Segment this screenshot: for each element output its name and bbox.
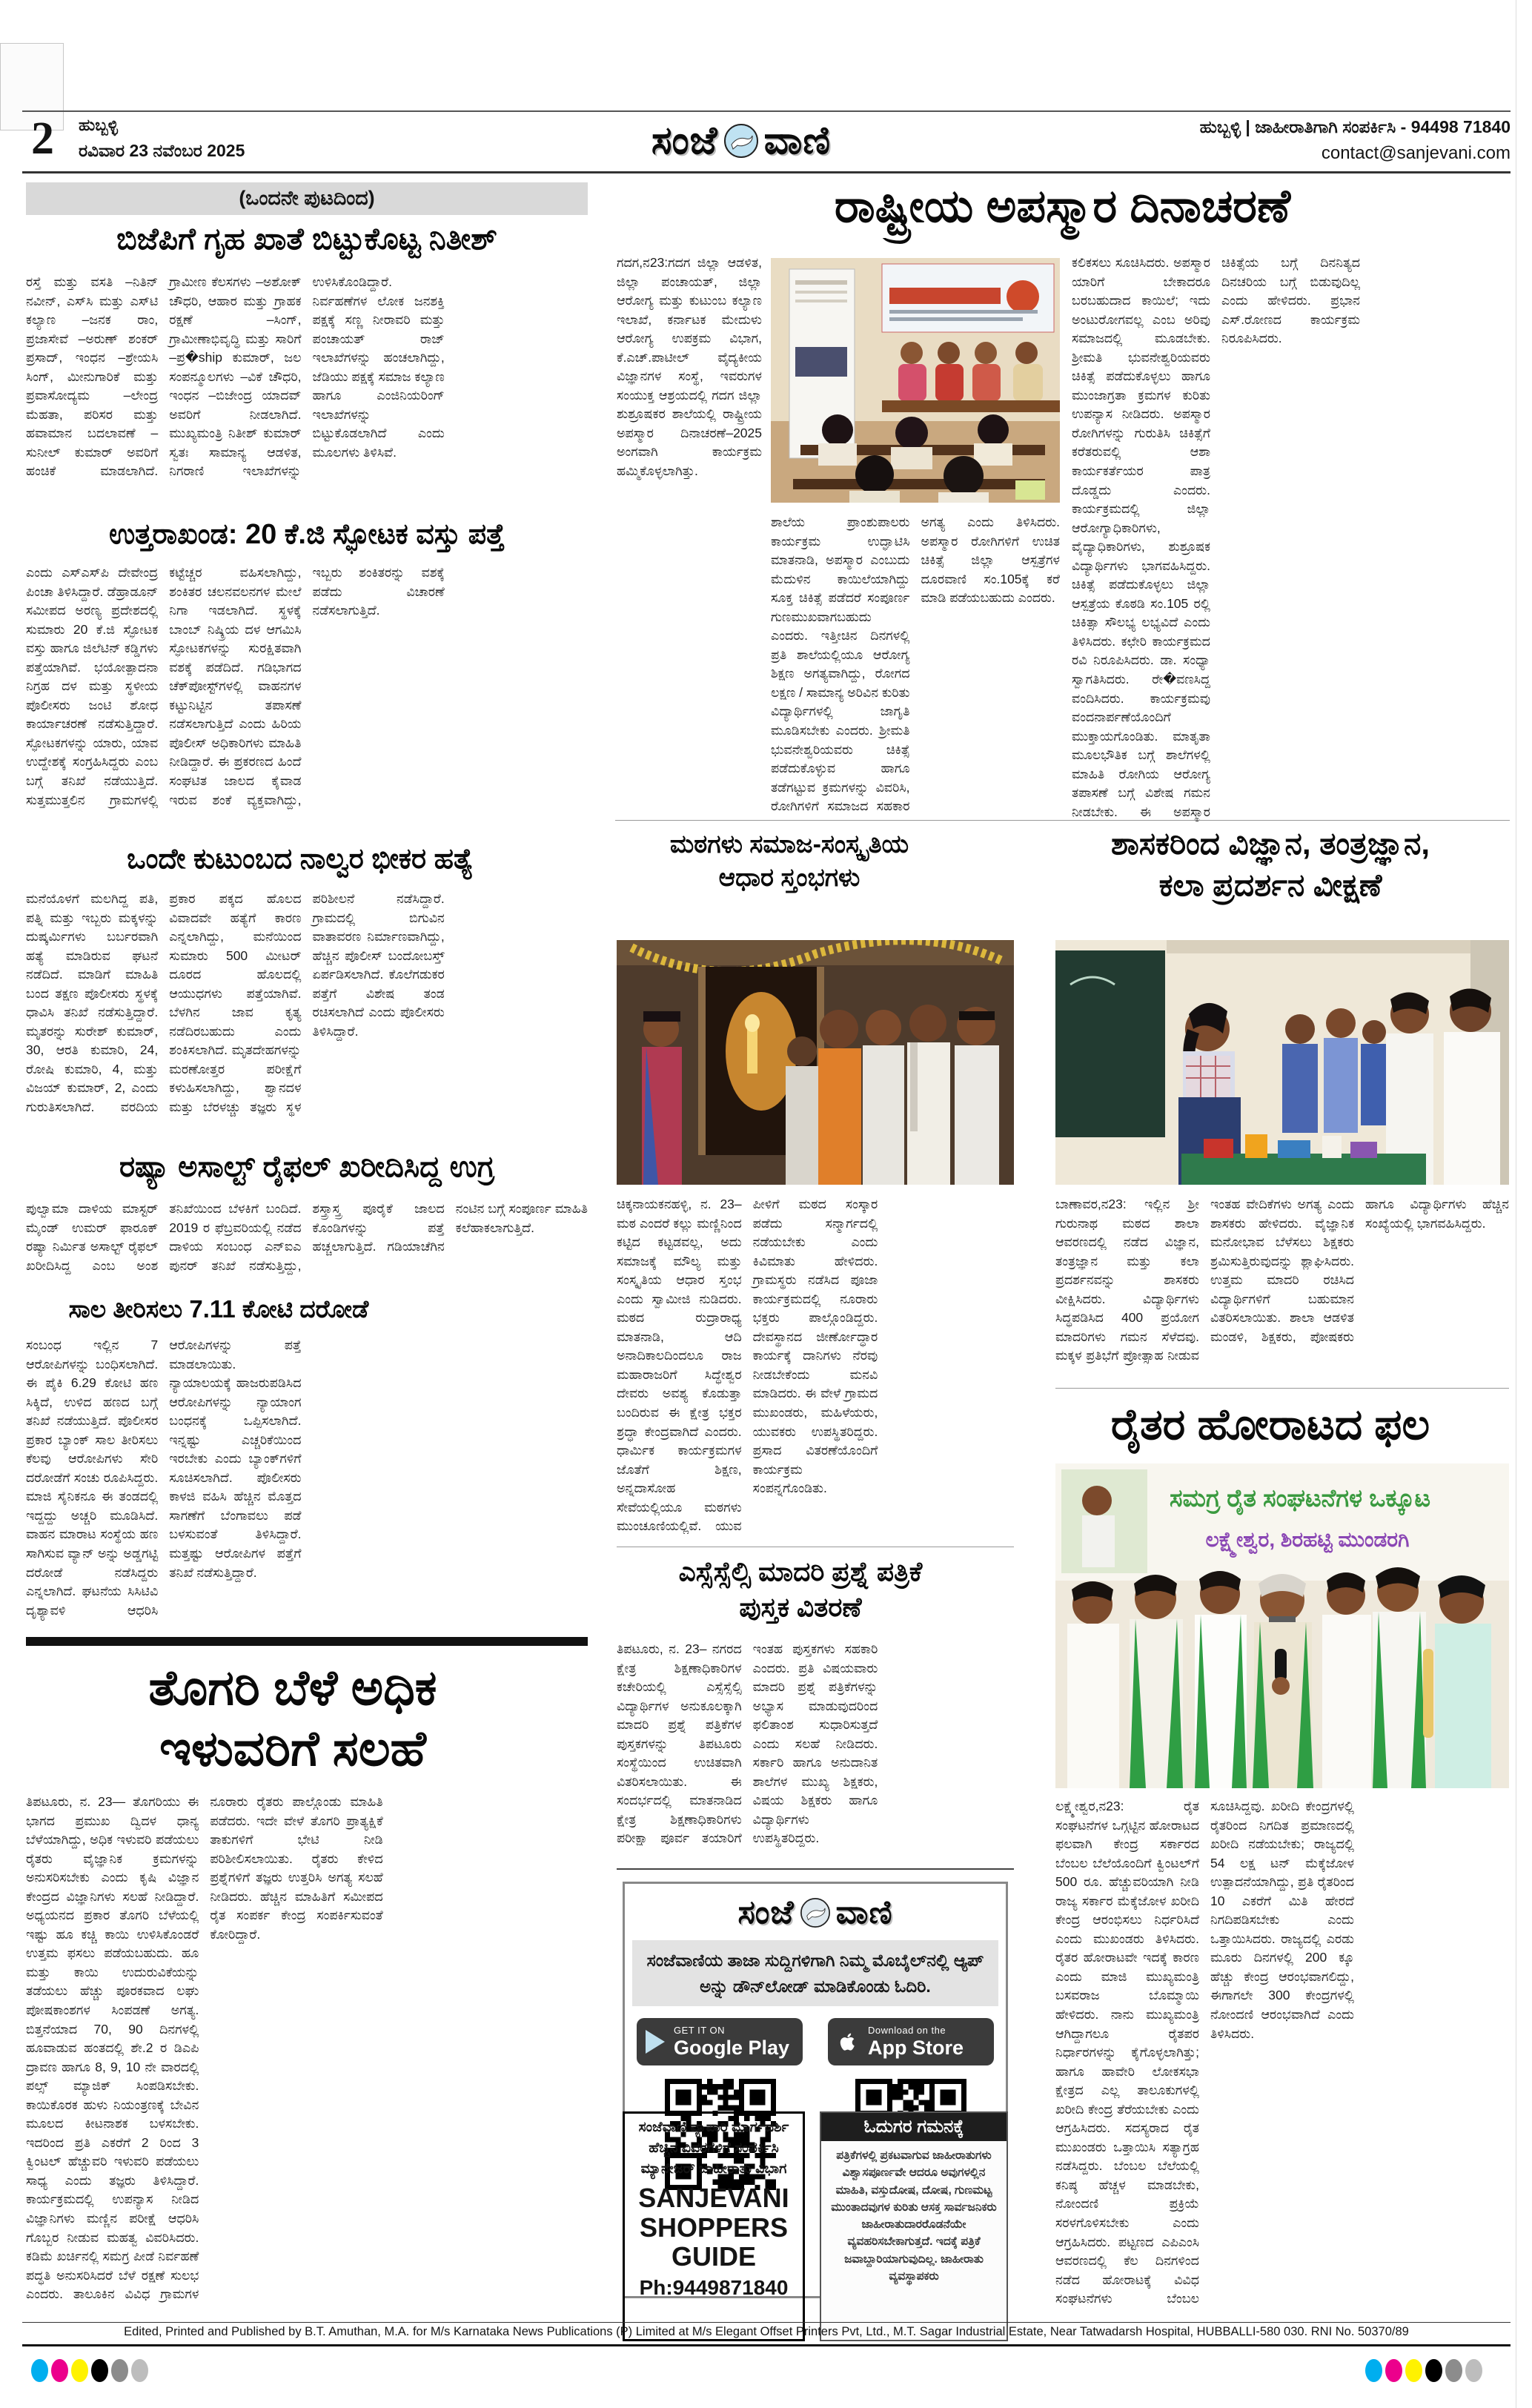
section-divider (617, 1868, 1014, 1870)
sanjevani-logo (625, 1894, 1006, 1931)
masthead-right: ವಾಣಿ (763, 119, 832, 162)
section-divider (615, 820, 1510, 821)
article-body-farmers: ಲಕ್ಷ್ಮೇಶ್ವರ,ನ23: ರೈತ ಸಂಘಟನೆಗಳ ಒಗ್ಗಟ್ಟಿನ ಹೋರಾಟದ ಫಲವಾಗಿ ಕೇಂದ್ರ ಸರ್ಕಾರದ ಬೆಂಬಲ ಬೆಲೆಯೊಂದಿಗೆ ಕ್ವಿಂಟಲ್‌ಗೆ 500 ರೂ. ಹೆಚ್ಚುವರಿಯಾಗಿ ನೀಡಿ ರಾಜ್ಯ ಸರ್ಕಾರ ಮೆಕ್ಕೆಜೋಳ ಖರೀದಿ ಕೇಂದ್ರ ಆರಂಭಿಸಲು ನಿರ್ಧರಿಸಿದೆ ಎಂದು ಮುಖಂಡರು ತಿಳಿಸಿದರು. ರೈತರ ಹೋರಾಟವೇ ಇದಕ್ಕೆ ಕಾರಣ ಎಂದು ಮಾಜಿ ಮುಖ್ಯಮಂತ್ರಿ ಬಸವರಾಜ ಬೊಮ್ಮಾಯಿ ಹೇಳಿದರು. ನಾನು ಮುಖ್ಯಮಂತ್ರಿ ಆಗಿದ್ದಾಗಲೂ ರೈತಪರ ನಿರ್ಧಾರಗಳನ್ನು ಕೈಗೊಳ್ಳಲಾಗಿತ್ತು; ಹಾಗೂ ಹಾವೇರಿ ಲೋಕಸಭಾ ಕ್ಷೇತ್ರದ ಎಲ್ಲ ತಾಲೂಕುಗಳಲ್ಲಿ ಖರೀದಿ ಕೇಂದ್ರ ತೆರೆಯಬೇಕು ಎಂದು ಆಗ್ರಹಿಸಿದರು. ಸದಸ್ಯರಾದ ರೈತ ಮುಖಂಡರು ಒತ್ತಾಯಿಸಿ ಸತ್ಯಾಗ್ರಹ ನಡೆಸಿದ್ದರು. ಬೆಂಬಲ ಬೆಲೆಯಲ್ಲಿ ಕನಿಷ್ಠ ಹೆಚ್ಚಳ ಮಾಡಬೇಕು, ನೋಂದಣಿ ಪ್ರಕ್ರಿಯೆ ಸರಳಗೊಳಿಸಬೇಕು ಎಂದು ಆಗ್ರಹಿಸಿದರು. ಪಟ್ಟಣದ ಎಪಿಎಂಸಿ ಆವರಣದಲ್ಲಿ ಕೆಲ ದಿನಗಳಿಂದ ನಡೆದ ಹೋರಾಟಕ್ಕೆ ವಿವಿಧ ಸಂಘಟನೆಗಳು ಬೆಂಬಲ ಸೂಚಿಸಿದ್ದವು. ಖರೀದಿ ಕೇಂದ್ರಗಳಲ್ಲಿ ರೈತರಿಂದ ನಿಗದಿತ ಪ್ರಮಾಣದಲ್ಲಿ ಖರೀದಿ ನಡೆಯಬೇಕು; ರಾಜ್ಯದಲ್ಲಿ 54 ಲಕ್ಷ ಟನ್ ಮೆಕ್ಕೆಜೋಳ ಉತ್ಪಾದನೆಯಾಗಿದ್ದು, ಪ್ರತಿ ರೈತರಿಂದ 10 ಎಕರೆಗೆ ಮಿತಿ ಹೇರದೆ ನಿಗದಿಪಡಿಸಬೇಕು ಎಂದು ಒತ್ತಾಯಿಸಿದರು. ರಾಜ್ಯದಲ್ಲಿ ಎರಡು ಮೂರು ದಿನಗಳಲ್ಲಿ 200 ಕ್ಕೂ ಹೆಚ್ಚು ಕೇಂದ್ರ ಆರಂಭವಾಗಲಿದ್ದು, ಈಗಾಗಲೇ 300 ಕೇಂದ್ರಗಳಲ್ಲಿ ನೋಂದಣಿ ಆರಂಭವಾಗಿದೆ ಎಂದು ತಿಳಿಸಿದರು. (1055, 1799, 1354, 2306)
cmyk-dot (1365, 2359, 1382, 2382)
logo-right: ವಾಣಿ (835, 1894, 893, 1931)
header-top-rule (22, 110, 1511, 112)
article-headline-sslc-2: ಪುಸ್ತಕ ವಿತರಣೆ (739, 1592, 862, 1622)
dove-icon (800, 1898, 830, 1928)
article-headline-family: ಒಂದೇ ಕುಟುಂಬದ ನಾಲ್ವರ ಭೀಕರ ಹತ್ಯೆ (127, 844, 474, 875)
cmyk-dot (1445, 2359, 1462, 2382)
cmyk-dot (51, 2359, 68, 2382)
google-play-tag: GET IT ON (674, 2025, 726, 2037)
article-headline-epilepsy: ರಾಷ್ಟ್ರೀಯ ಅಪಸ್ಮಾರ ದಿನಾಚರಣೆ (834, 181, 1291, 232)
cmyk-dot (71, 2359, 88, 2382)
readers-notice-box (820, 2111, 1008, 2341)
app-store-badge (828, 2018, 994, 2065)
article-headline-togari-1: ತೊಗರಿ ಬೆಳೆ ಅಧಿಕ (148, 1660, 437, 1715)
article-headline-science-1: ಶಾಸಕರಿಂದ ವಿಜ್ಞಾನ, ತಂತ್ರಜ್ಞಾನ, (1110, 826, 1430, 861)
logo-left: ಸಂಜೆ (737, 1894, 795, 1931)
shoppers-line: ಹೆಚ್ಚಿನ ವಿವರಗಳಿಗೆ ಸಂಪರ್ಕಿಸಿ (649, 2140, 779, 2156)
section-divider-thick (26, 1637, 588, 1646)
cmyk-dot (1405, 2359, 1422, 2382)
cmyk-dot (1385, 2359, 1402, 2382)
app-promo-text: ಸಂಜೆವಾಣಿಯ ತಾಜಾ ಸುದ್ದಿಗಳಿಗಾಗಿ ನಿಮ್ಮ ಮೊಬೈಲ್‌ನಲ್ಲಿ ಆ್ಯಪ್ ಅನ್ನು ಡೌನ್‌ಲೋಡ್ ಮಾಡಿಕೊಂಡು ಓದಿರಿ. (632, 1940, 998, 2006)
article-headline-sslc-1: ಎಸ್ಸೆಸ್ಸೆಲ್ಸಿ ಮಾದರಿ ಪ್ರಶ್ನೆ ಪತ್ರಿಕೆ (678, 1556, 923, 1587)
article-body-rifle-1: ಪುಲ್ವಾಮಾ ದಾಳಿಯ ಮಾಸ್ಟರ್ ಮೈಂಡ್ ಉಮರ್ ಫಾರೂಕ್ ರಷ್ಯಾ ನಿರ್ಮಿತ ಅಸಾಲ್ಟ್ ರೈಫಲ್ ಖರೀದಿಸಿದ್ದ ಎಂಬ ಅಂಶ ತನಿಖೆಯಿಂದ ಬೆಳಕಿಗೆ ಬಂದಿದೆ. 2019 ರ ಫೆಬ್ರವರಿಯಲ್ಲಿ ನಡೆದ ದಾಳಿಯ ಸಂಬಂಧ ಎನ್‌ಐಎ ಪುನರ್ ತನಿಖೆ ನಡೆಸುತ್ತಿದ್ದು, ಶಸ್ತ್ರಾಸ್ತ್ರ ಪೂರೈಕೆ ಜಾಲದ ಕೊಂಡಿಗಳನ್ನು ಪತ್ತೆ ಹಚ್ಚಲಾಗುತ್ತಿದೆ. ಗಡಿಯಾಚೆಗಿನ ನಂಟಿನ ಬಗ್ಗೆ ಸಂಪೂರ್ಣ ಮಾಹಿತಿ ಕಲೆಹಾಕಲಾಗುತ್ತಿದೆ. (26, 1201, 588, 1273)
kicker-banner: (ಒಂದನೇ ಪುಟದಿಂದ) (26, 182, 588, 215)
article-body-uttarakhand: ಎಂದು ಎಸ್‌ಎಸ್‌ಪಿ ದೇವೇಂದ್ರ ಪಿಂಚಾ ತಿಳಿಸಿದ್ದಾರೆ. ಡೆಹ್ರಾಡೂನ್ ಸಮೀಪದ ಅರಣ್ಯ ಪ್ರದೇಶದಲ್ಲಿ ಸುಮಾರು 20 ಕೆ.ಜಿ ಸ್ಫೋಟಕ ವಸ್ತು ಹಾಗೂ ಜಿಲೆಟಿನ್ ಕಡ್ಡಿಗಳು ಪತ್ತೆಯಾಗಿವೆ. ಭಯೋತ್ಪಾದನಾ ನಿಗ್ರಹ ದಳ ಮತ್ತು ಸ್ಥಳೀಯ ಪೊಲೀಸರು ಜಂಟಿ ಶೋಧ ಕಾರ್ಯಾಚರಣೆ ನಡೆಸುತ್ತಿದ್ದಾರೆ. ಸ್ಫೋಟಕಗಳನ್ನು ಯಾರು, ಯಾವ ಉದ್ದೇಶಕ್ಕೆ ಸಂಗ್ರಹಿಸಿದ್ದರು ಎಂಬ ಬಗ್ಗೆ ತನಿಖೆ ನಡೆಯುತ್ತಿದೆ. ಸುತ್ತಮುತ್ತಲಿನ ಗ್ರಾಮಗಳಲ್ಲಿ ಕಟ್ಟೆಚ್ಚರ ವಹಿಸಲಾಗಿದ್ದು, ಶಂಕಿತರ ಚಲನವಲನಗಳ ಮೇಲೆ ನಿಗಾ ಇಡಲಾಗಿದೆ. ಸ್ಥಳಕ್ಕೆ ಬಾಂಬ್ ನಿಷ್ಕ್ರಿಯ ದಳ ಆಗಮಿಸಿ ಸ್ಫೋಟಕಗಳನ್ನು ಸುರಕ್ಷಿತವಾಗಿ ವಶಕ್ಕೆ ಪಡೆದಿದೆ. ಗಡಿಭಾಗದ ಚೆಕ್‌ಪೋಸ್ಟ್‌ಗಳಲ್ಲಿ ವಾಹನಗಳ ಕಟ್ಟುನಿಟ್ಟಿನ ತಪಾಸಣೆ ನಡೆಸಲಾಗುತ್ತಿದೆ ಎಂದು ಹಿರಿಯ ಪೊಲೀಸ್ ಅಧಿಕಾರಿಗಳು ಮಾಹಿತಿ ನೀಡಿದ್ದಾರೆ. ಈ ಪ್ರಕರಣದ ಹಿಂದೆ ಸಂಘಟಿತ ಜಾಲದ ಕೈವಾಡ ಇರುವ ಶಂಕೆ ವ್ಯಕ್ತವಾಗಿದ್ದು, ಇಬ್ಬರು ಶಂಕಿತರನ್ನು ವಶಕ್ಕೆ ಪಡೆದು ವಿಚಾರಣೆ ನಡೆಸಲಾಗುತ್ತಿದೆ. (26, 565, 445, 807)
shoppers-guide-box (623, 2111, 805, 2341)
article-body-togari: ತಿಪಟೂರು, ನ. 23— ತೊಗರಿಯು ಈ ಭಾಗದ ಪ್ರಮುಖ ದ್ವಿದಳ ಧಾನ್ಯ ಬೆಳೆಯಾಗಿದ್ದು, ಅಧಿಕ ಇಳುವರಿ ಪಡೆಯಲು ರೈತರು ವೈಜ್ಞಾನಿಕ ಕ್ರಮಗಳನ್ನು ಅನುಸರಿಸಬೇಕು ಎಂದು ಕೃಷಿ ವಿಜ್ಞಾನ ಕೇಂದ್ರದ ವಿಜ್ಞಾನಿಗಳು ಸಲಹೆ ನೀಡಿದ್ದಾರೆ. ಅಧ್ಯಯನದ ಪ್ರಕಾರ ತೊಗರಿ ಬೆಳೆಯಲ್ಲಿ ಇಷ್ಟು ಹೂ ಕಚ್ಚಿ ಕಾಯಿ ಉಳಿಸಿಕೊಂಡರೆ ಉತ್ತಮ ಫಸಲು ಪಡೆಯಬಹುದು. ಹೂ ಮತ್ತು ಕಾಯಿ ಉದುರುವಿಕೆಯನ್ನು ತಡೆಯಲು ಹೆಚ್ಚು ಪೂರಕವಾದ ಲಘು ಪೋಷಕಾಂಶಗಳ ಸಿಂಪಡಣೆ ಅಗತ್ಯ. ಬಿತ್ತನೆಯಾದ 70, 90 ದಿನಗಳಲ್ಲಿ ಹೂವಾಡುವ ಹಂತದಲ್ಲಿ ಶೇ.2 ರ ಡಿಎಪಿ ದ್ರಾವಣ ಹಾಗೂ 8, 9, 10 ನೇ ವಾರದಲ್ಲಿ ಪಲ್ಸ್ ಮ್ಯಾಜಿಕ್ ಸಿಂಪಡಿಸಬೇಕು. ಕಾಯಿಕೊರಕ ಹುಳು ನಿಯಂತ್ರಣಕ್ಕೆ ಬೇವಿನ ಮೂಲದ ಕೀಟನಾಶಕ ಬಳಸಬೇಕು. ಇದರಿಂದ ಪ್ರತಿ ಎಕರೆಗೆ 2 ರಿಂದ 3 ಕ್ವಿಂಟಲ್ ಹೆಚ್ಚುವರಿ ಇಳುವರಿ ಪಡೆಯಲು ಸಾಧ್ಯ ಎಂದು ತಜ್ಞರು ತಿಳಿಸಿದ್ದಾರೆ. ಕಾರ್ಯಕ್ರಮದಲ್ಲಿ ಉಪನ್ಯಾಸ ನೀಡಿದ ವಿಜ್ಞಾನಿಗಳು ಮಣ್ಣಿನ ಪರೀಕ್ಷೆ ಆಧರಿಸಿ ಗೊಬ್ಬರ ನೀಡುವ ಮಹತ್ವ ವಿವರಿಸಿದರು. ಕಡಿಮೆ ಖರ್ಚಿನಲ್ಲಿ ಸಮಗ್ರ ಪೀಡೆ ನಿರ್ವಹಣೆ ಪದ್ಧತಿ ಅನುಸರಿಸಿದರೆ ಬೆಳೆ ರಕ್ಷಣೆ ಸುಲಭ ಎಂದರು. ತಾಲೂಕಿನ ವಿವಿಧ ಗ್ರಾಮಗಳ ನೂರಾರು ರೈತರು ಪಾಲ್ಗೊಂಡು ಮಾಹಿತಿ ಪಡೆದರು. ಇದೇ ವೇಳೆ ತೊಗರಿ ಪ್ರಾತ್ಯಕ್ಷಿಕೆ ತಾಕುಗಳಿಗೆ ಭೇಟಿ ನೀಡಿ ಪರಿಶೀಲಿಸಲಾಯಿತು. ರೈತರು ಕೇಳಿದ ಪ್ರಶ್ನೆಗಳಿಗೆ ತಜ್ಞರು ಉತ್ತರಿಸಿ ಅಗತ್ಯ ಸಲಹೆ ನೀಡಿದರು. ಹೆಚ್ಚಿನ ಮಾಹಿತಿಗೆ ಸಮೀಪದ ರೈತ ಸಂಪರ್ಕ ಕೇಂದ್ರ ಸಂಪರ್ಕಿಸುವಂತೆ ಕೋರಿದ್ದಾರೆ. (26, 1794, 383, 2302)
photo-classroom (771, 258, 1060, 503)
shoppers-line: ಮ್ಯಾನೇಜರ್ ಜಾಹೀರಾತು ವಿಭಾಗ (640, 2161, 787, 2177)
banner-text-line1: ಸಮಗ್ರ ರೈತ ಸಂಘಟನೆಗಳ ಒಕ್ಕೂಟ (1169, 1484, 1431, 1512)
edition-label: ಹುಬ್ಬಳ್ಳಿ (79, 116, 119, 134)
article-headline-togari-2: ಇಳುವರಿಗೆ ಸಲಹೆ (159, 1721, 426, 1776)
article-headline-rifle: ರಷ್ಯಾ ಅಸಾಲ್ಟ್ ರೈಫಲ್ ಖರೀದಿಸಿದ್ದ ಉಗ್ರ (119, 1151, 495, 1183)
cmyk-dot (91, 2359, 108, 2382)
dove-icon (724, 124, 758, 158)
article-body-epilepsy-mid: ಶಾಲೆಯ ಪ್ರಾಂಶುಪಾಲರು ಕಾರ್ಯಕ್ರಮ ಉದ್ಘಾಟಿಸಿ ಮಾತನಾಡಿ, ಅಪಸ್ಮಾರ ಎಂಬುದು ಮೆದುಳಿನ ಕಾಯಿಲೆಯಾಗಿದ್ದು ಸೂಕ್ತ ಚಿಕಿತ್ಸೆ ಪಡೆದರೆ ಸಂಪೂರ್ಣ ಗುಣಮುಖವಾಗಬಹುದು ಎಂದರು. ಇತ್ತೀಚಿನ ದಿನಗಳಲ್ಲಿ ಪ್ರತಿ ಶಾಲೆಯಲ್ಲಿಯೂ ಆರೋಗ್ಯ ಶಿಕ್ಷಣ ಅಗತ್ಯವಾಗಿದ್ದು, ರೋಗದ ಲಕ್ಷಣ / ಸಾಮಾನ್ಯ ಅರಿವಿನ ಕುರಿತು ವಿದ್ಯಾರ್ಥಿಗಳಲ್ಲಿ ಜಾಗೃತಿ ಮೂಡಿಸಬೇಕು ಎಂದರು. ಶ್ರೀಮತಿ ಭುವನೇಶ್ವರಿಯವರು ಚಿಕಿತ್ಸೆ ಪಡೆದುಕೊಳ್ಳುವ ಹಾಗೂ ತಡೆಗಟ್ಟುವ ಕ್ರಮಗಳನ್ನು ವಿವರಿಸಿ, ರೋಗಿಗಳಿಗೆ ಸಮಾಜದ ಸಹಕಾರ ಅಗತ್ಯ ಎಂದು ತಿಳಿಸಿದರು. ಅಪಸ್ಮಾರ ರೋಗಿಗಳಿಗೆ ಉಚಿತ ಚಿಕಿತ್ಸೆ ಜಿಲ್ಲಾ ಆಸ್ಪತ್ರೆಗಳ ದೂರವಾಣಿ ಸಂ.105ಕ್ಕೆ ಕರೆ ಮಾಡಿ ಪಡೆಯಬಹುದು ಎಂದರು. (771, 515, 1060, 814)
cmyk-dot (131, 2359, 148, 2382)
photo-temple (617, 940, 1014, 1185)
app-store-label: App Store (868, 2037, 964, 2060)
shoppers-title: SANJEVANI (638, 2183, 789, 2213)
shoppers-title: GUIDE (671, 2241, 756, 2272)
shoppers-title: SHOPPERS (639, 2212, 789, 2243)
article-body-family: ಮನೆಯೊಳಗೆ ಮಲಗಿದ್ದ ಪತಿ, ಪತ್ನಿ ಮತ್ತು ಇಬ್ಬರು ಮಕ್ಕಳನ್ನು ದುಷ್ಕರ್ಮಿಗಳು ಬರ್ಬರವಾಗಿ ಹತ್ಯೆ ಮಾಡಿರುವ ಘಟನೆ ನಡೆದಿದೆ. ಮಾಡಿಗೆ ಮಾಹಿತಿ ಬಂದ ತಕ್ಷಣ ಪೊಲೀಸರು ಸ್ಥಳಕ್ಕೆ ಧಾವಿಸಿ ತನಿಖೆ ನಡೆಸುತ್ತಿದ್ದಾರೆ. ಮೃತರನ್ನು ಸುರೇಶ್ ಕುಮಾರ್, 30, ಆರತಿ ಕುಮಾರಿ, 24, ರೋಷಿ ಕುಮಾರಿ, 4, ಮತ್ತು ವಿಜಯ್ ಕುಮಾರ್, 2, ಎಂದು ಗುರುತಿಸಲಾಗಿದೆ. ವರದಿಯ ಪ್ರಕಾರ ಪಕ್ಕದ ಹೊಲದ ವಿವಾದವೇ ಹತ್ಯೆಗೆ ಕಾರಣ ಎನ್ನಲಾಗಿದ್ದು, ಮನೆಯಿಂದ ಸುಮಾರು 500 ಮೀಟರ್ ದೂರದ ಹೊಲದಲ್ಲಿ ಆಯುಧಗಳು ಪತ್ತೆಯಾಗಿವೆ. ಬೆಳಗಿನ ಜಾವ ಕೃತ್ಯ ನಡೆದಿರಬಹುದು ಎಂದು ಶಂಕಿಸಲಾಗಿದೆ. ಮೃತದೇಹಗಳನ್ನು ಮರಣೋತ್ತರ ಪರೀಕ್ಷೆಗೆ ಕಳುಹಿಸಲಾಗಿದ್ದು, ಶ್ವಾನದಳ ಮತ್ತು ಬೆರಳಚ್ಚು ತಜ್ಞರು ಸ್ಥಳ ಪರಿಶೀಲನೆ ನಡೆಸಿದ್ದಾರೆ. ಗ್ರಾಮದಲ್ಲಿ ಬಿಗುವಿನ ವಾತಾವರಣ ನಿರ್ಮಾಣವಾಗಿದ್ದು, ಹೆಚ್ಚಿನ ಪೊಲೀಸ್ ಬಂದೋಬಸ್ತ್ ಏರ್ಪಡಿಸಲಾಗಿದೆ. ಕೊಲೆಗಡುಕರ ಪತ್ತೆಗೆ ವಿಶೇಷ ತಂಡ ರಚಿಸಲಾಗಿದೆ ಎಂದು ಪೊಲೀಸರು ತಿಳಿಸಿದ್ದಾರೆ. (26, 891, 445, 1115)
imprint-line: Edited, Printed and Published by B.T. Amuthan, M.A. for M/s Karnataka News Publications (P) Limited at M/s Elegant Offset Printers Pvt, Ltd., M.T. Sagar Industrial Estate, Near Tatwadarsh Hospital, HUBBALLI-580 030. RNI No. 50370/89 (124, 2325, 1409, 2338)
page-number: 2 (31, 113, 54, 164)
masthead-left: ಸಂಜೆ (651, 119, 718, 162)
banner-text-line2: ಲಕ್ಷ್ಮೇಶ್ವರ, ಶಿರಹಟ್ಟಿ ಮುಂಡರಗಿ (1205, 1528, 1410, 1551)
cmyk-dot (1425, 2359, 1442, 2382)
article-body-science: ಬಾಣಾವರ,ನ23: ಇಲ್ಲಿನ ಶ್ರೀ ಗುರುನಾಥ ಮಠದ ಶಾಲಾ ಆವರಣದಲ್ಲಿ ನಡೆದ ವಿಜ್ಞಾನ, ತಂತ್ರಜ್ಞಾನ ಮತ್ತು ಕಲಾ ಪ್ರದರ್ಶನವನ್ನು ಶಾಸಕರು ವೀಕ್ಷಿಸಿದರು. ವಿದ್ಯಾರ್ಥಿಗಳು ಸಿದ್ಧಪಡಿಸಿದ 400 ಪ್ರಯೋಗ ಮಾದರಿಗಳು ಗಮನ ಸೆಳೆದವು. ಮಕ್ಕಳ ಪ್ರತಿಭೆಗೆ ಪ್ರೋತ್ಸಾಹ ನೀಡುವ ಇಂತಹ ವೇದಿಕೆಗಳು ಅಗತ್ಯ ಎಂದು ಶಾಸಕರು ಹೇಳಿದರು. ವೈಜ್ಞಾನಿಕ ಮನೋಭಾವ ಬೆಳೆಸಲು ಶಿಕ್ಷಕರು ಶ್ರಮಿಸುತ್ತಿರುವುದನ್ನು ಶ್ಲಾಘಿಸಿದರು. ಉತ್ತಮ ಮಾದರಿ ರಚಿಸಿದ ವಿದ್ಯಾರ್ಥಿಗಳಿಗೆ ಬಹುಮಾನ ವಿತರಿಸಲಾಯಿತು. ಶಾಲಾ ಆಡಳಿತ ಮಂಡಳಿ, ಶಿಕ್ಷಕರು, ಪೋಷಕರು ಹಾಗೂ ವಿದ್ಯಾರ್ಥಿಗಳು ಹೆಚ್ಚಿನ ಸಂಖ್ಯೆಯಲ್ಲಿ ಭಾಗವಹಿಸಿದ್ದರು. (1055, 1197, 1509, 1363)
article-headline-farmers: ರೈತರ ಹೋರಾಟದ ಫಲ (1110, 1400, 1430, 1449)
readers-notice-body: ಪತ್ರಿಕೆಗಳಲ್ಲಿ ಪ್ರಕಟವಾಗುವ ಜಾಹೀರಾತುಗಳು ವಿಶ್ವಾಸಪೂರ್ಣವೇ ಆದರೂ ಅವುಗಳಲ್ಲಿನ ಮಾಹಿತಿ, ವಸ್ತುದೋಷ, ದೋಷ, ಗುಣಮಟ್ಟ ಮುಂತಾದವುಗಳ ಕುರಿತು ಆಸಕ್ತ ಸಾರ್ವಜನಿಕರು ಜಾಹೀರಾತುದಾರರೊಡನೆಯೇ ವ್ಯವಹರಿಸಬೇಕಾಗುತ್ತದೆ. ಇದಕ್ಕೆ ಪತ್ರಿಕೆ ಜವಾಬ್ದಾರಿಯಾಗುವುದಿಲ್ಲ. ಜಾಹೀರಾತು ವ್ಯವಸ್ಥಾಪಕರು (831, 2149, 997, 2283)
subheadline-robbery: ಸಾಲ ತೀರಿಸಲು 7.11 ಕೋಟಿ ದರೋಡೆ (68, 1295, 369, 1323)
google-play-label: Google Play (674, 2037, 790, 2060)
footer-top-rule (22, 2322, 1511, 2323)
cmyk-registration-right (1365, 2359, 1485, 2386)
shoppers-line: ಸಂಜೆವಾಣಿ ವ್ಯಾಪಾರಿ ಮಾರ್ಗದರ್ಶಿ (638, 2120, 789, 2135)
photo-science-expo (1055, 940, 1509, 1185)
article-headline-uttarakhand: ಉತ್ತರಾಖಂಡ: 20 ಕೆ.ಜಿ ಸ್ಫೋಟಕ ವಸ್ತು ಪತ್ತೆ (108, 519, 505, 550)
header-bottom-rule (22, 171, 1511, 173)
article-headline-bjp: ಬಿಜೆಪಿಗೆ ಗೃಹ ಖಾತೆ ಬಿಟ್ಟುಕೊಟ್ಟ ನಿತೀಶ್ (116, 222, 497, 256)
cmyk-dot (1465, 2359, 1482, 2382)
cmyk-registration-left (31, 2359, 151, 2386)
article-body-bjp: ರಸ್ತೆ ಮತ್ತು ವಸತಿ –ನಿತಿನ್ ನವೀನ್, ಎಸ್‌ಸಿ ಮತ್ತು ಎಸ್‌ಟಿ ಕಲ್ಯಾಣ –ಜನಕ ರಾಂ, ಪ್ರಜಾಸೇವೆ –ಅರುಣ್ ಶಂಕರ್ ಪ್ರಸಾದ್, ಇಂಧನ –ಶ್ರೇಯಸಿ ಸಿಂಗ್, ಮೀನುಗಾರಿಕೆ ಮತ್ತು ಪ್ರವಾಸೋದ್ಯಮ –ಲೇಂದ್ರ ಮೆಹತಾ, ಪರಿಸರ ಮತ್ತು ಹವಾಮಾನ ಬದಲಾವಣೆ –ಸುನೀಲ್ ಕುಮಾರ್ ಅವರಿಗೆ ಹಂಚಿಕೆ ಮಾಡಲಾಗಿದೆ. ಗ್ರಾಮೀಣ ಕೆಲಸಗಳು –ಅಶೋಕ್ ಚೌಧರಿ, ಆಹಾರ ಮತ್ತು ಗ್ರಾಹಕ ರಕ್ಷಣೆ –ಸಿಂಗ್, ಗ್ರಾಮೀಣಾಭಿವೃದ್ಧಿ ಮತ್ತು ಸಾರಿಗೆ –ಪ್ರ�ship ಕುಮಾರ್, ಜಲ ಸಂಪನ್ಮೂಲಗಳು –ವಿಕೆ ಚೌಧರಿ, ಇಂಧನ –ಬಿಜೇಂದ್ರ ಯಾದವ್ ಅವರಿಗೆ ನೀಡಲಾಗಿದೆ. ಮುಖ್ಯಮಂತ್ರಿ ನಿತೀಶ್ ಕುಮಾರ್ ಸ್ವತಃ ಸಾಮಾನ್ಯ ಆಡಳಿತ, ನಿಗರಾಣಿ ಇಲಾಖೆಗಳನ್ನು ಉಳಿಸಿಕೊಂಡಿದ್ದಾರೆ. ನಿರ್ವಹಣೆಗಳ ಲೋಕ ಜನಶಕ್ತಿ ಪಕ್ಷಕ್ಕೆ ಸಣ್ಣ ನೀರಾವರಿ ಮತ್ತು ಪಂಚಾಯತ್ ರಾಜ್ ಇಲಾಖೆಗಳನ್ನು ಹಂಚಲಾಗಿದ್ದು, ಜೆಡಿಯು ಪಕ್ಷಕ್ಕೆ ಸಮಾಜ ಕಲ್ಯಾಣ ಹಾಗೂ ಎಂಜಿನಿಯರಿಂಗ್ ಇಲಾಖೆಗಳನ್ನು ಬಿಟ್ಟುಕೊಡಲಾಗಿದೆ ಎಂದು ಮೂಲಗಳು ತಿಳಿಸಿವೆ. (26, 274, 445, 479)
article-headline-science-2: ಕಲಾ ಪ್ರದರ್ಶನ ವೀಕ್ಷಣೆ (1158, 867, 1382, 902)
readers-notice-title: ಓದುಗರ ಗಮನಕ್ಕೆ (821, 2113, 1007, 2141)
masthead-logo (541, 117, 941, 165)
article-headline-mutt-2: ಆಧಾರ ಸ್ತಂಭಗಳು (718, 864, 860, 892)
cmyk-dot (111, 2359, 128, 2382)
apple-icon (837, 2029, 859, 2054)
section-divider (1055, 1388, 1509, 1389)
article-body-epilepsy-left: ಗದಗ,ನ23:ಗದಗ ಜಿಲ್ಲಾ ಆಡಳಿತ, ಜಿಲ್ಲಾ ಪಂಚಾಯತ್, ಜಿಲ್ಲಾ ಆರೋಗ್ಯ ಮತ್ತು ಕುಟುಂಬ ಕಲ್ಯಾಣ ಇಲಾಖೆ, ಕರ್ನಾಟಕ ಮೇದುಳು ಆರೋಗ್ಯ ಉಪಕ್ರಮ ವಿಭಾಗ, ಕೆ.ಎಚ್.ಪಾಟೀಲ್ ವೈದ್ಯಕೀಯ ವಿಜ್ಞಾನಗಳ ಸಂಸ್ಥೆ, ಇವರುಗಳ ಸಂಯುಕ್ತ ಆಶ್ರಯದಲ್ಲಿ ಗದಗ ಜಿಲ್ಲಾ ಶುಶ್ರೂಷಕರ ಶಾಲೆಯಲ್ಲಿ ರಾಷ್ಟ್ರೀಯ ಅಪಸ್ಮಾರ ದಿನಾಚರಣೆ–2025 ಅಂಗವಾಗಿ ಕಾರ್ಯಕ್ರಮ ಹಮ್ಮಿಕೊಳ್ಳಲಾಗಿತ್ತು. (617, 255, 762, 479)
play-triangle-icon (646, 2030, 665, 2054)
google-play-badge (637, 2018, 803, 2065)
app-store-tag: Download on the (868, 2025, 946, 2037)
advert-contact: ಹುಬ್ಬಳ್ಳಿ | ಜಾಹೀರಾತಿಗಾಗಿ ಸಂಪರ್ಕಿಸಿ - 94498 71840 (1199, 117, 1511, 136)
photo-farmers (1055, 1463, 1509, 1788)
contact-email: contact@sanjevani.com (1321, 143, 1511, 163)
shoppers-phone: Ph:9449871840 (639, 2275, 789, 2299)
article-body-epilepsy-right: ಕಲಿಕಸಲು ಸೂಚಿಸಿದರು. ಅಪಸ್ಮಾರ ಯಾರಿಗೆ ಬೇಕಾದರೂ ಬರಬಹುದಾದ ಕಾಯಿಲೆ; ಇದು ಅಂಟುರೋಗವಲ್ಲ ಎಂಬ ಅರಿವು ಸಮಾಜದಲ್ಲಿ ಮೂಡಬೇಕು. ಶ್ರೀಮತಿ ಭುವನೇಶ್ವರಿಯವರು ಚಿಕಿತ್ಸೆ ಪಡೆದುಕೊಳ್ಳಲು ಹಾಗೂ ಮುಂಜಾಗ್ರತಾ ಕ್ರಮಗಳ ಕುರಿತು ಉಪನ್ಯಾಸ ನೀಡಿದರು. ಅಪಸ್ಮಾರ ರೋಗಿಗಳನ್ನು ಗುರುತಿಸಿ ಚಿಕಿತ್ಸೆಗೆ ಕರೆತರುವಲ್ಲಿ ಆಶಾ ಕಾರ್ಯಕರ್ತೆಯರ ಪಾತ್ರ ದೊಡ್ಡದು ಎಂದರು. ಕಾರ್ಯಕ್ರಮದಲ್ಲಿ ಜಿಲ್ಲಾ ಆರೋಗ್ಯಾಧಿಕಾರಿಗಳು, ವೈದ್ಯಾಧಿಕಾರಿಗಳು, ಶುಶ್ರೂಷಕ ವಿದ್ಯಾರ್ಥಿಗಳು ಭಾಗವಹಿಸಿದ್ದರು. ಚಿಕಿತ್ಸೆ ಪಡೆದುಕೊಳ್ಳಲು ಜಿಲ್ಲಾ ಆಸ್ಪತ್ರೆಯ ಕೊಠಡಿ ಸಂ.105 ರಲ್ಲಿ ಚಿಕಿತ್ಸಾ ಸೌಲಭ್ಯ ಲಭ್ಯವಿದೆ ಎಂದು ತಿಳಿಸಿದರು. ಕಛೇರಿ ಕಾರ್ಯಕ್ರಮದ ರವಿ ನಿರೂಪಿಸಿದರು. ಡಾ. ಸಂಧ್ಯಾ ಸ್ವಾಗತಿಸಿದರು. ರೇ�ವಣಸಿದ್ದ ವಂದಿಸಿದರು. ಕಾರ್ಯಕ್ರಮವು ವಂದನಾರ್ಪಣೆಯೊಂದಿಗೆ ಮುಕ್ತಾಯಗೊಂಡಿತು. ಮಾತೃತಾ ಮೂಲಭೌತಿಕ ಬಗ್ಗೆ ಶಾಲೆಗಳಲ್ಲಿ ಮಾಹಿತಿ ರೋಗಿಯ ಆರೋಗ್ಯ ತಪಾಸಣೆ ಬಗ್ಗೆ ವಿಶೇಷ ಗಮನ ನೀಡಬೇಕು. ಈ ಅಪಸ್ಮಾರ ಚಿಕಿತ್ಸೆಯ ಬಗ್ಗೆ ದಿನನಿತ್ಯದ ದಿನಚರಿಯ ಬಗ್ಗೆ ಬಿಡುವುದಿಲ್ಲ ಎಂದು ಹೇಳಿದರು. ಪ್ರಭಾನ ಎಸ್.ರೋಣದ ಕಾರ್ಯಕ್ರಮ ನಿರೂಪಿಸಿದರು. (1072, 255, 1360, 819)
article-body-sslc: ತಿಪಟೂರು, ನ. 23– ನಗರದ ಕ್ಷೇತ್ರ ಶಿಕ್ಷಣಾಧಿಕಾರಿಗಳ ಕಚೇರಿಯಲ್ಲಿ ಎಸ್ಸೆಸ್ಸೆಲ್ಸಿ ವಿದ್ಯಾರ್ಥಿಗಳ ಅನುಕೂಲಕ್ಕಾಗಿ ಮಾದರಿ ಪ್ರಶ್ನೆ ಪತ್ರಿಕೆಗಳ ಪುಸ್ತಕಗಳನ್ನು ತಿಪಟೂರು ಸಂಸ್ಥೆಯಿಂದ ಉಚಿತವಾಗಿ ವಿತರಿಸಲಾಯಿತು. ಈ ಸಂದರ್ಭದಲ್ಲಿ ಮಾತನಾಡಿದ ಕ್ಷೇತ್ರ ಶಿಕ್ಷಣಾಧಿಕಾರಿಗಳು ಪರೀಕ್ಷಾ ಪೂರ್ವ ತಯಾರಿಗೆ ಇಂತಹ ಪುಸ್ತಕಗಳು ಸಹಕಾರಿ ಎಂದರು. ಪ್ರತಿ ವಿಷಯವಾರು ಮಾದರಿ ಪ್ರಶ್ನೆ ಪತ್ರಿಕೆಗಳನ್ನು ಅಭ್ಯಾಸ ಮಾಡುವುದರಿಂದ ಫಲಿತಾಂಶ ಸುಧಾರಿಸುತ್ತದೆ ಎಂದು ಸಲಹೆ ನೀಡಿದರು. ಸರ್ಕಾರಿ ಹಾಗೂ ಅನುದಾನಿತ ಶಾಲೆಗಳ ಮುಖ್ಯ ಶಿಕ್ಷಕರು, ವಿಷಯ ಶಿಕ್ಷಕರು ಹಾಗೂ ವಿದ್ಯಾರ್ಥಿಗಳು ಉಪಸ್ಥಿತರಿದ್ದರು. (617, 1641, 878, 1846)
article-body-rifle-2: ಸಂಬಂಧ ಇಲ್ಲಿನ 7 ಆರೋಪಿಗಳನ್ನು ಬಂಧಿಸಲಾಗಿದೆ. ಈ ಪೈಕಿ 6.29 ಕೋಟಿ ಹಣ ಸಿಕ್ಕಿದೆ, ಉಳಿದ ಹಣದ ಬಗ್ಗೆ ತನಿಖೆ ನಡೆಯುತ್ತಿದೆ. ಪೊಲೀಸರ ಪ್ರಕಾರ ಬ್ಯಾಂಕ್ ಸಾಲ ತೀರಿಸಲು ಕೆಲವು ಆರೋಪಿಗಳು ಸೇರಿ ದರೋಡೆಗೆ ಸಂಚು ರೂಪಿಸಿದ್ದರು. ಮಾಜಿ ಸೈನಿಕನೂ ಈ ತಂಡದಲ್ಲಿ ಇದ್ದದ್ದು ಅಚ್ಚರಿ ಮೂಡಿಸಿದೆ. ವಾಹನ ಮಾರಾಟ ಸಂಸ್ಥೆಯ ಹಣ ಸಾಗಿಸುವ ವ್ಯಾನ್ ಅನ್ನು ಅಡ್ಡಗಟ್ಟಿ ದರೋಡೆ ನಡೆಸಿದ್ದರು ಎನ್ನಲಾಗಿದೆ. ಘಟನೆಯ ಸಿಸಿಟಿವಿ ದೃಶ್ಯಾವಳಿ ಆಧರಿಸಿ ಆರೋಪಿಗಳನ್ನು ಪತ್ತೆ ಮಾಡಲಾಯಿತು. ನ್ಯಾಯಾಲಯಕ್ಕೆ ಹಾಜರುಪಡಿಸಿದ ಆರೋಪಿಗಳನ್ನು ನ್ಯಾಯಾಂಗ ಬಂಧನಕ್ಕೆ ಒಪ್ಪಿಸಲಾಗಿದೆ. ಇನ್ನಷ್ಟು ಎಚ್ಚರಿಕೆಯಿಂದ ಇರಬೇಕು ಎಂದು ಬ್ಯಾಂಕ್‌ಗಳಿಗೆ ಸೂಚಿಸಲಾಗಿದೆ. ಪೊಲೀಸರು ಕಾಳಜಿ ವಹಿಸಿ ಹೆಚ್ಚಿನ ಮೊತ್ತದ ಸಾಗಣೆಗೆ ಬೆಂಗಾವಲು ಪಡೆ ಬಳಸುವಂತೆ ತಿಳಿಸಿದ್ದಾರೆ. ಮತ್ತಷ್ಟು ಆರೋಪಿಗಳ ಪತ್ತೆಗೆ ತನಿಖೆ ನಡೆಸುತ್ತಿದ್ದಾರೆ. (26, 1337, 302, 1618)
footer-bottom-rule (22, 2344, 1511, 2346)
cmyk-dot (31, 2359, 48, 2382)
article-body-mutt: ಚಿಕ್ಕನಾಯಕನಹಳ್ಳಿ, ನ. 23– ಮಠ ಎಂದರೆ ಕಲ್ಲು ಮಣ್ಣಿನಿಂದ ಕಟ್ಟಿದ ಕಟ್ಟಡವಲ್ಲ, ಅದು ಸಮಾಜಕ್ಕೆ ಮೌಲ್ಯ ಮತ್ತು ಸಂಸ್ಕೃತಿಯ ಆಧಾರ ಸ್ತಂಭ ಎಂದು ಸ್ವಾಮೀಜಿ ನುಡಿದರು. ಮಠದ ರುದ್ರಾರಾಧ್ಯ ಮಾತನಾಡಿ, ಆದಿ ಅನಾದಿಕಾಲದಿಂದಲೂ ರಾಜ ಮಹಾರಾಜರಿಗೆ ಸಿದ್ಧೇಶ್ವರ ದೇವರು ಅವಶ್ಯ ಕೊಡುತ್ತಾ ಬಂದಿರುವ ಈ ಕ್ಷೇತ್ರ ಭಕ್ತರ ಶ್ರದ್ಧಾ ಕೇಂದ್ರವಾಗಿದೆ ಎಂದರು. ಧಾರ್ಮಿಕ ಕಾರ್ಯಕ್ರಮಗಳ ಜೊತೆಗೆ ಶಿಕ್ಷಣ, ಅನ್ನದಾಸೋಹ ಸೇವೆಯಲ್ಲಿಯೂ ಮಠಗಳು ಮುಂಚೂಣಿಯಲ್ಲಿವೆ. ಯುವ ಪೀಳಿಗೆ ಮಠದ ಸಂಸ್ಕಾರ ಪಡೆದು ಸನ್ಮಾರ್ಗದಲ್ಲಿ ನಡೆಯಬೇಕು ಎಂದು ಕಿವಿಮಾತು ಹೇಳಿದರು. ಗ್ರಾಮಸ್ಥರು ನಡೆಸಿದ ಪೂಜಾ ಕಾರ್ಯಕ್ರಮದಲ್ಲಿ ನೂರಾರು ಭಕ್ತರು ಪಾಲ್ಗೊಂಡಿದ್ದರು. ದೇವಸ್ಥಾನದ ಜೀರ್ಣೋದ್ಧಾರ ಕಾರ್ಯಕ್ಕೆ ದಾನಿಗಳು ನೆರವು ನೀಡಬೇಕೆಂದು ಮನವಿ ಮಾಡಿದರು. ಈ ವೇಳೆ ಗ್ರಾಮದ ಮುಖಂಡರು, ಮಹಿಳೆಯರು, ಯುವಕರು ಉಪಸ್ಥಿತರಿದ್ದರು. ಪ್ರಸಾದ ವಿತರಣೆಯೊಂದಿಗೆ ಕಾರ್ಯಕ್ರಮ ಸಂಪನ್ನಗೊಂಡಿತು. (617, 1197, 878, 1534)
date-label: ರವಿವಾರ 23 ನವೆಂಬರ 2025 (79, 141, 245, 160)
article-headline-mutt-1: ಮಠಗಳು ಸಮಾಜ-ಸಂಸ್ಕೃತಿಯ (669, 830, 909, 859)
